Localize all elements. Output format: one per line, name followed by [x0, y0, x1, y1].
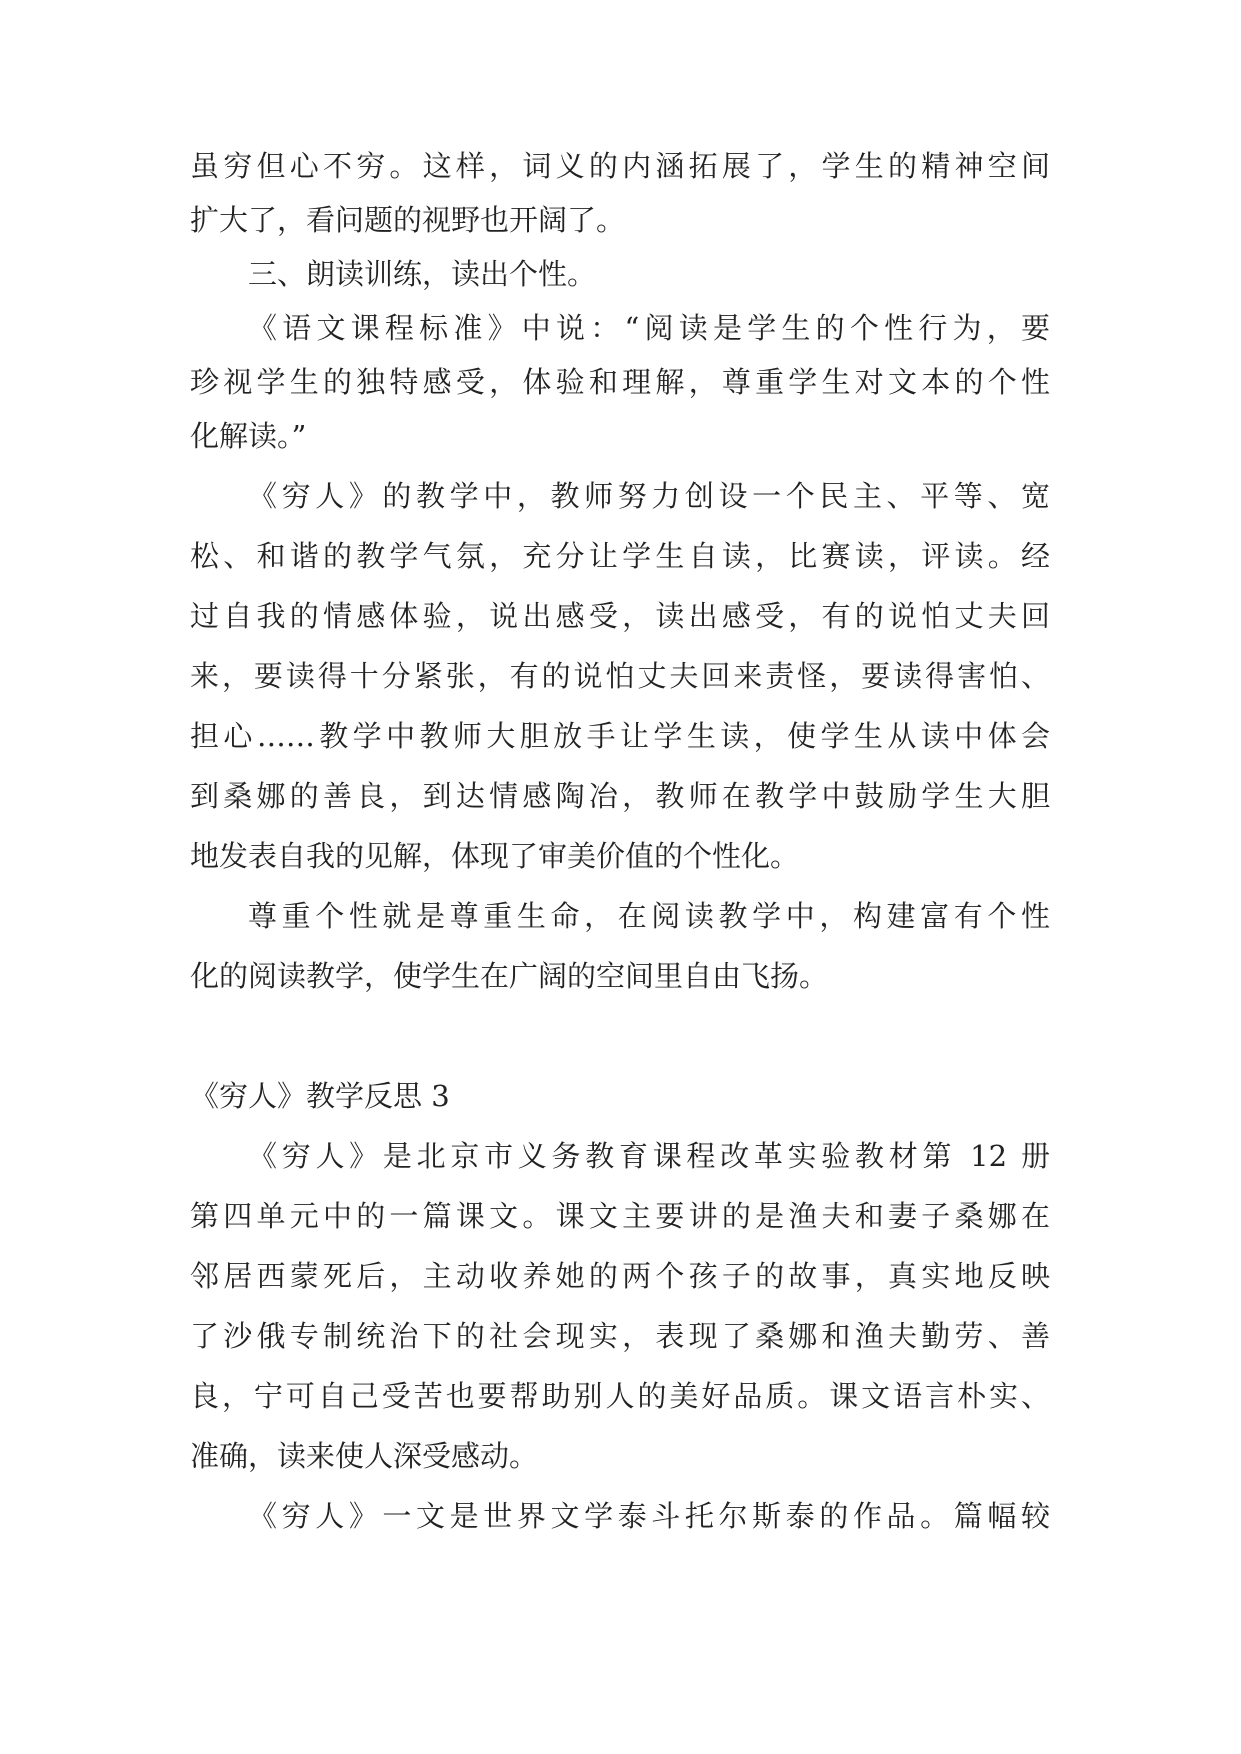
paragraph-4-line-4: 来，要读得十分紧张，有的说怕丈夫回来责怪，要读得害怕、: [190, 659, 1050, 693]
section-title: 《穷人》教学反思 3: [190, 1079, 450, 1113]
paragraph-4-line-6: 到桑娜的善良，到达情感陶冶，教师在教学中鼓励学生大胆: [190, 779, 1050, 813]
paragraph-5-line-1: 尊重个性就是尊重生命，在阅读教学中，构建富有个性: [248, 899, 1050, 933]
paragraph-6-line-6: 准确，读来使人深受感动。: [190, 1439, 539, 1473]
paragraph-3-line-1: 《语文课程标准》中说：“阅读是学生的个性行为，要: [248, 311, 1050, 345]
paragraph-4-line-5: 担心……教学中教师大胆放手让学生读，使学生从读中体会: [190, 719, 1050, 753]
paragraph-6-line-2: 第四单元中的一篇课文。课文主要讲的是渔夫和妻子桑娜在: [190, 1199, 1050, 1233]
paragraph-6-line-1: 《穷人》是北京市义务教育课程改革实验教材第 12 册: [248, 1139, 1050, 1173]
paragraph-4-line-1: 《穷人》的教学中，教师努力创设一个民主、平等、宽: [248, 479, 1050, 513]
paragraph-7-line-1: 《穷人》一文是世界文学泰斗托尔斯泰的作品。篇幅较: [248, 1499, 1050, 1533]
paragraph-1-line-1: 虽穷但心不穷。这样，词义的内涵拓展了，学生的精神空间: [190, 149, 1050, 183]
paragraph-1-line-2: 扩大了，看问题的视野也开阔了。: [190, 203, 626, 237]
paragraph-4-line-2: 松、和谐的教学气氛，充分让学生自读，比赛读，评读。经: [190, 539, 1050, 573]
paragraph-4-line-3: 过自我的情感体验，说出感受，读出感受，有的说怕丈夫回: [190, 599, 1050, 633]
paragraph-6-line-5: 良，宁可自己受苦也要帮助别人的美好品质。课文语言朴实、: [190, 1379, 1050, 1413]
paragraph-3-line-3: 化解读。”: [190, 419, 307, 453]
paragraph-3-line-2: 珍视学生的独特感受，体验和理解，尊重学生对文本的个性: [190, 365, 1050, 399]
paragraph-6-line-4: 了沙俄专制统治下的社会现实，表现了桑娜和渔夫勤劳、善: [190, 1319, 1050, 1353]
subheading-reading-training: 三、朗读训练，读出个性。: [248, 257, 597, 291]
paragraph-6-line-3: 邻居西蒙死后，主动收养她的两个孩子的故事，真实地反映: [190, 1259, 1050, 1293]
paragraph-4-line-7: 地发表自我的见解，体现了审美价值的个性化。: [190, 839, 800, 873]
paragraph-5-line-2: 化的阅读教学，使学生在广阔的空间里自由飞扬。: [190, 959, 829, 993]
